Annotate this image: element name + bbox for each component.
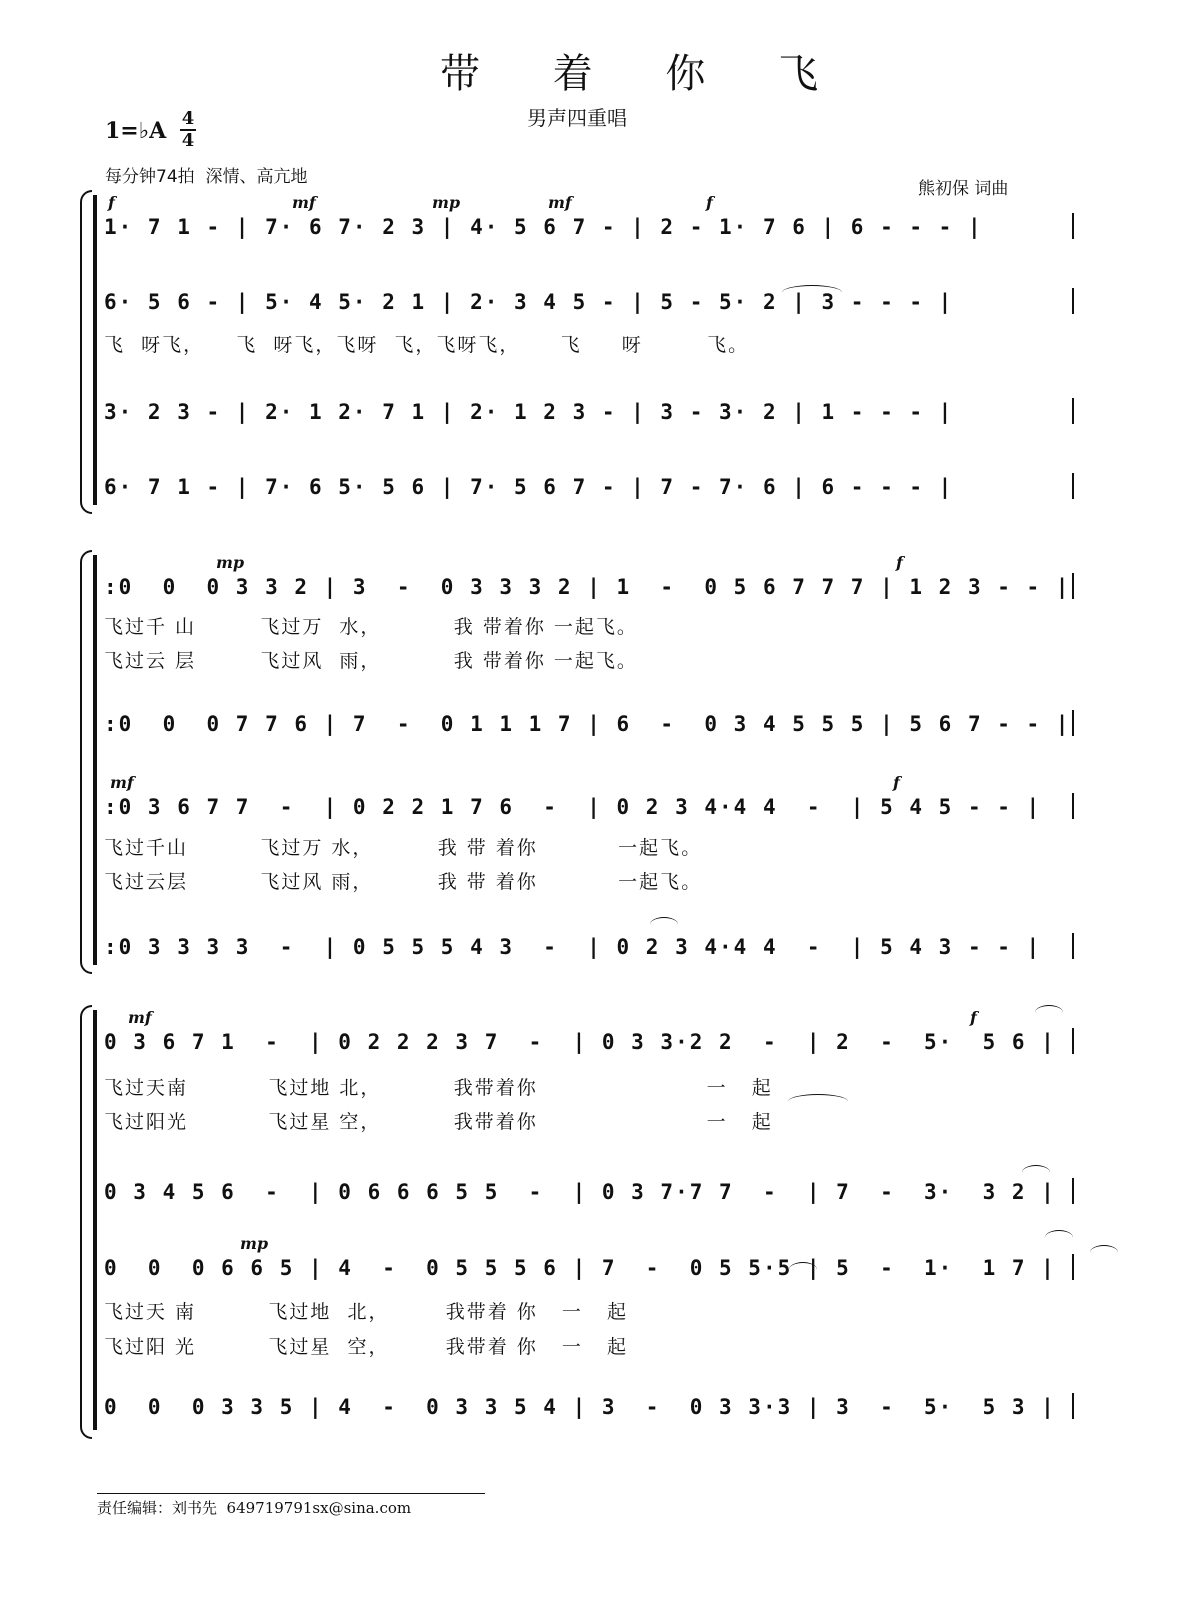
end-barline bbox=[1072, 1393, 1074, 1419]
lyric-line: 飞过千 山 飞过万 水， 我 带着你 一起飞。 bbox=[104, 616, 638, 638]
end-barline bbox=[1072, 1178, 1074, 1204]
dynamic-marking: mp bbox=[240, 1234, 269, 1253]
end-barline bbox=[1072, 213, 1074, 239]
lyric-line: 飞过阳光 飞过星 空， 我带着你 一 起 bbox=[104, 1111, 773, 1133]
dynamic-marking: f bbox=[970, 1008, 977, 1027]
notation-line: :0 0 0 7 7 6 | 7 - 0 1 1 1 7 | 6 - 0 3 4 5 5 5 | 5 6 7 - - | bbox=[104, 712, 1071, 736]
dynamic-marking: mp bbox=[216, 553, 245, 572]
lyric-line: 飞过天 南 飞过地 北， 我带着 你 一 起 bbox=[104, 1301, 629, 1323]
notation-line: 0 3 6 7 1 - | 0 2 2 2 3 7 - | 0 3 3·2 2 - | 2 - 5· 5 6 | bbox=[104, 1030, 1056, 1054]
key-signature: 1=♭A bbox=[105, 118, 167, 144]
system-bracket bbox=[93, 555, 97, 965]
slur-arc bbox=[1022, 1165, 1050, 1180]
system-bracket bbox=[93, 1010, 97, 1430]
notation-line: :0 3 3 3 3 - | 0 5 5 5 4 3 - | 0 2 3 4·4 4 - | 5 4 3 - - | bbox=[104, 935, 1042, 959]
lyric-line: 飞过天南 飞过地 北， 我带着你 一 起 bbox=[104, 1077, 773, 1099]
dynamic-marking: mf bbox=[110, 773, 134, 792]
notation-line: 0 0 0 6 6 5 | 4 - 0 5 5 5 6 | 7 - 0 5 5·5 | 5 - 1· 1 7 | bbox=[104, 1256, 1056, 1280]
lyric-line: 飞过云 层 飞过风 雨， 我 带着你 一起飞。 bbox=[104, 650, 638, 672]
system-brace bbox=[80, 550, 92, 974]
tempo-marking: 每分钟74拍 深情、高亢地 bbox=[105, 167, 308, 187]
notation-line: 0 0 0 3 3 5 | 4 - 0 3 3 5 4 | 3 - 0 3 3·3 | 3 - 5· 5 3 | bbox=[104, 1395, 1056, 1419]
end-barline bbox=[1072, 473, 1074, 499]
end-barline bbox=[1072, 573, 1074, 599]
slur-arc bbox=[782, 285, 842, 300]
notation-line: :0 0 0 3 3 2 | 3 - 0 3 3 3 2 | 1 - 0 5 6 7 7 7 | 1 2 3 - - | bbox=[104, 575, 1071, 599]
dynamic-marking: f bbox=[893, 773, 900, 792]
author-credit: 熊初保 词曲 bbox=[918, 179, 1009, 199]
dynamic-marking: f bbox=[706, 193, 713, 212]
notation-line: 6· 5 6 - | 5· 4 5· 2 1 | 2· 3 4 5 - | 5 - 5· 2 | 3 - - - | bbox=[104, 290, 954, 314]
notation-line: 6· 7 1 - | 7· 6 5· 5 6 | 7· 5 6 7 - | 7 - 7· 6 | 6 - - - | bbox=[104, 475, 954, 499]
slur-arc bbox=[1090, 1245, 1118, 1260]
time-signature-bottom: 4 bbox=[181, 130, 195, 151]
end-barline bbox=[1072, 288, 1074, 314]
system-bracket bbox=[93, 195, 97, 505]
end-barline bbox=[1072, 1254, 1074, 1280]
subtitle: 男声四重唱 bbox=[527, 106, 627, 130]
dynamic-marking: mf bbox=[292, 193, 316, 212]
dynamic-marking: mf bbox=[548, 193, 572, 212]
system-brace bbox=[80, 190, 92, 514]
lyric-line: 飞过阳 光 飞过星 空， 我带着 你 一 起 bbox=[104, 1336, 629, 1358]
notation-line: 1· 7 1 - | 7· 6 7· 2 3 | 4· 5 6 7 - | 2 - 1· 7 6 | 6 - - - | bbox=[104, 215, 983, 239]
lyric-line: 飞 呀飞， 飞 呀飞，飞呀 飞，飞呀飞， 飞 呀 飞。 bbox=[104, 334, 750, 356]
notation-line: 0 3 4 5 6 - | 0 6 6 6 5 5 - | 0 3 7·7 7 - | 7 - 3· 3 2 | bbox=[104, 1180, 1056, 1204]
footer-editor: 责任编辑：刘书先 649719791sx@sina.com bbox=[97, 1499, 412, 1517]
dynamic-marking: mf bbox=[128, 1008, 152, 1027]
time-signature bbox=[180, 110, 196, 150]
end-barline bbox=[1072, 398, 1074, 424]
dynamic-marking: mp bbox=[432, 193, 461, 212]
footer-rule bbox=[97, 1493, 485, 1494]
page-title: 带 着 你 飞 bbox=[440, 51, 849, 97]
dynamic-marking: f bbox=[896, 553, 903, 572]
dynamic-marking: f bbox=[108, 193, 115, 212]
slur-arc bbox=[1035, 1005, 1063, 1020]
lyric-line: 飞过千山 飞过万 水， 我 带 着你 一起飞。 bbox=[104, 837, 703, 859]
slur-arc bbox=[789, 1262, 817, 1277]
notation-line: 3· 2 3 - | 2· 1 2· 7 1 | 2· 1 2 3 - | 3 - 3· 2 | 1 - - - | bbox=[104, 400, 954, 424]
time-signature-top: 4 bbox=[181, 108, 195, 129]
end-barline bbox=[1072, 710, 1074, 736]
slur-arc bbox=[788, 1094, 848, 1109]
end-barline bbox=[1072, 933, 1074, 959]
slur-arc bbox=[1045, 1230, 1073, 1245]
end-barline bbox=[1072, 793, 1074, 819]
system-brace bbox=[80, 1005, 92, 1439]
lyric-line: 飞过云层 飞过风 雨， 我 带 着你 一起飞。 bbox=[104, 871, 703, 893]
notation-line: :0 3 6 7 7 - | 0 2 2 1 7 6 - | 0 2 3 4·4 4 - | 5 4 5 - - | bbox=[104, 795, 1042, 819]
slur-arc bbox=[650, 917, 678, 932]
end-barline bbox=[1072, 1028, 1074, 1054]
